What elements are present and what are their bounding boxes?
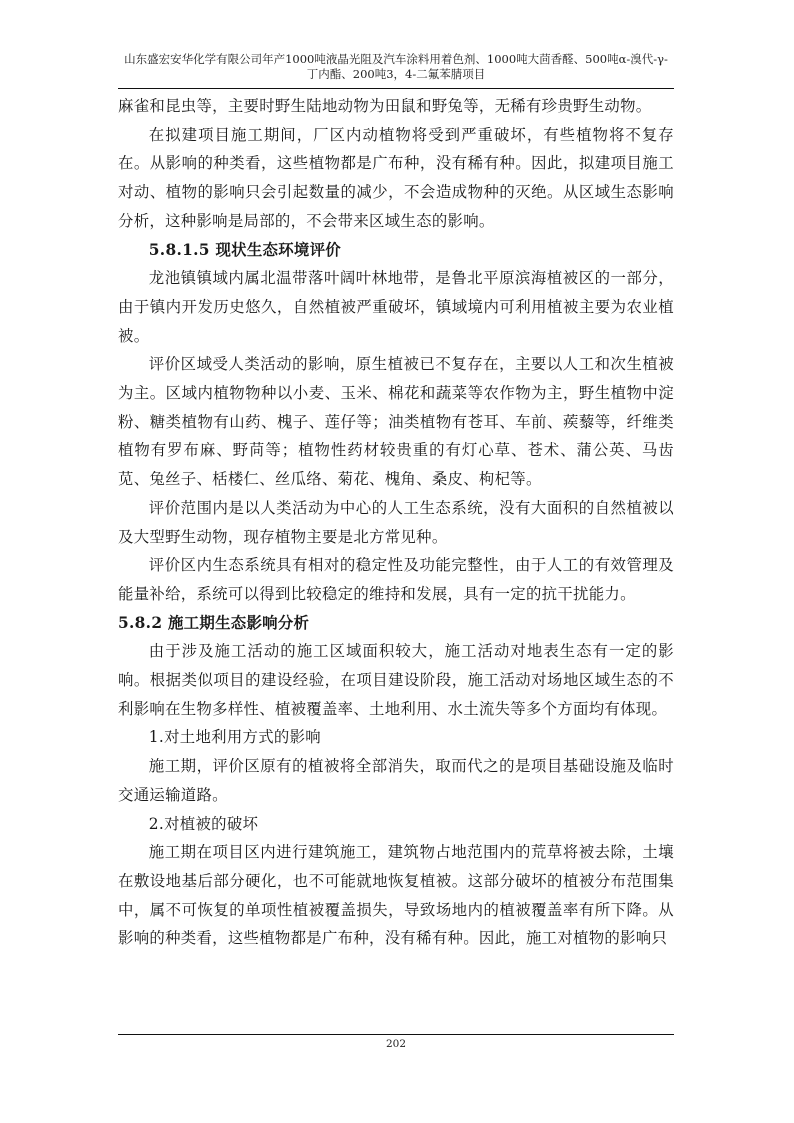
page-number: 202: [385, 1038, 407, 1050]
paragraph: 评价区内生态系统具有相对的稳定性及功能完整性，由于人工的有效管理及能量补给，系统可以得到比较稳定的维持和发展，具有一定的抗干扰能力。: [118, 556, 674, 603]
header-divider: [118, 88, 674, 89]
paragraph: 龙池镇镇域内属北温带落叶阔叶林地带，是鲁北平原滨海植被区的一部分，由于镇内开发历史悠久，自然植被严重破坏，镇域境内可利用植被主要为农业植被。: [118, 269, 674, 345]
header-title-line-1: 山东盛宏安华化学有限公司年产1000吨液晶光阻及汽车涂料用着色剂、1000吨大茴香醛、500吨α-溴代-γ-: [124, 52, 668, 66]
list-item-heading: 2.对植被的破坏: [148, 814, 259, 833]
paragraph: 评价范围内是以人类活动为中心的人工生态系统，没有大面积的自然植被以及大型野生动物，现存植物主要是北方常见种。: [118, 498, 674, 546]
paragraph-continued: 麻雀和昆虫等，主要时野生陆地动物为田鼠和野兔等，无稀有珍贵野生动物。: [118, 97, 652, 115]
paragraph: 在拟建项目施工期间，厂区内动植物将受到严重破坏，有些植物将不复存在。从影响的种类看，这些植物都是广布种，没有稀有种。因此，拟建项目施工对动、植物的影响只会引起数量的减少，不会造成物种的灭绝。从区域生态影响分析，这种影响是局部的，不会带来区域生态的影响。: [118, 125, 674, 230]
list-item-heading: 1.对土地利用方式的影响: [148, 728, 321, 747]
section-heading-5-8-2: 5.8.2 施工期生态影响分析: [118, 613, 310, 632]
paragraph: 施工期在项目区内进行建筑施工，建筑物占地范围内的荒草将被去除，土壤在敷设地基后部分硬化，也不可能就地恢复植被。这部分破坏的植被分布范围集中，属不可恢复的单项性植被覆盖损失，导致场地内的植被覆盖率有所下降。从影响的种类看，这些植物都是广布种，没有稀有种。因此，施工对植物的影响只: [118, 843, 674, 948]
footer-divider: [118, 1034, 674, 1035]
paragraph: 评价区域受人类活动的影响，原生植被已不复存在，主要以人工和次生植被为主。区域内植物物种以小麦、玉米、棉花和蔬菜等农作物为主，野生植物中淀粉、糖类植物有山药、槐子、莲仔等；油类植物有苍耳、车前、蒺藜等，纤维类植物有罗布麻、野苘等；植物性药材较贵重的有灯心草、苍术、蒲公英、马齿苋、兔丝子、栝楼仁、丝瓜络、菊花、槐角、桑皮、枸杞等。: [118, 355, 674, 489]
paragraph: 施工期，评价区原有的植被将全部消失，取而代之的是项目基础设施及临时交通运输道路。: [118, 757, 674, 804]
paragraph: 由于涉及施工活动的施工区域面积较大，施工活动对地表生态有一定的影响。根据类似项目的建设经验，在项目建设阶段，施工活动对场地区域生态的不利影响在生物多样性、植被覆盖率、土地利用、水土流失等多个方面均有体现。: [118, 642, 674, 718]
section-heading-5-8-1-5: 5.8.1.5 现状生态环境评价: [148, 240, 341, 259]
page-header: [118, 52, 674, 82]
header-title-line-2: 丁内酯、200吨3，4-二氟苯腈项目: [306, 67, 486, 81]
document-body: [118, 92, 674, 953]
